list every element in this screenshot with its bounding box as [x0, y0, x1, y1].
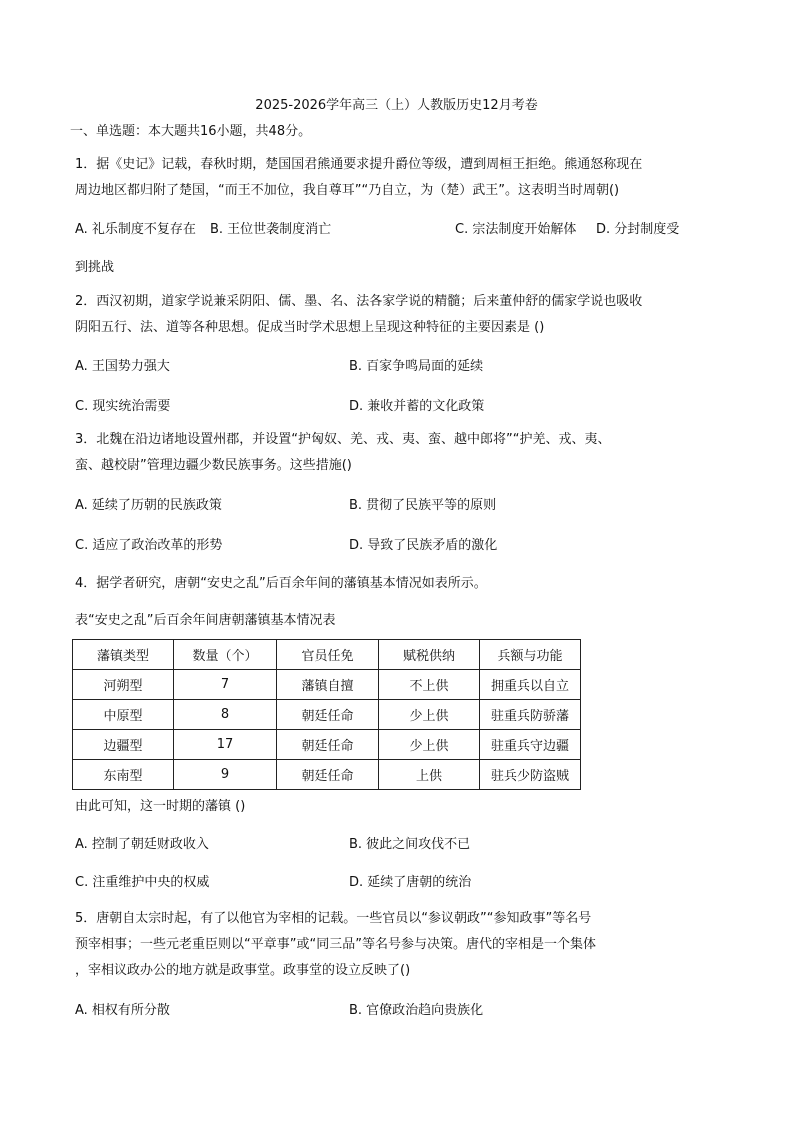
q4-option-d[interactable]: D. 延续了唐朝的统治: [349, 875, 472, 890]
q5-stem-line2: 预宰相事；一些元老重臣则以“平章事”或“同三品”等名号参与决策。唐代的宰相是一个集体: [75, 937, 596, 952]
table-cell: 朝廷任命: [277, 760, 379, 790]
q4-stem-line1: 4．据学者研究，唐朝“安史之乱”后百余年间的藩镇基本情况如表所示。: [75, 576, 487, 591]
table-cell: 驻重兵防骄藩: [480, 700, 581, 730]
q2-option-c[interactable]: C. 现实统治需要: [75, 399, 171, 414]
q3-stem-line2: 蛮、越校尉”管理边疆少数民族事务。这些措施(): [75, 458, 352, 473]
q1-stem-line1: 1．据《史记》记载，春秋时期，楚国国君熊通要求提升爵位等级，遭到周桓王拒绝。熊通怒称现在: [75, 157, 643, 172]
table-cell: 9: [174, 760, 277, 790]
table-header-cell: 赋税供纳: [379, 640, 480, 670]
q5-option-a[interactable]: A. 相权有所分散: [75, 1003, 170, 1018]
q4-option-b[interactable]: B. 彼此之间攻伐不已: [349, 837, 471, 852]
table-row: [73, 700, 581, 730]
q1-option-a[interactable]: A. 礼乐制度不复存在: [75, 222, 196, 237]
table-header-cell: 官员任免: [277, 640, 379, 670]
table-cell: 少上供: [379, 730, 480, 760]
q4-option-a[interactable]: A. 控制了朝廷财政收入: [75, 837, 209, 852]
q3-stem-line1: 3．北魏在沿边诸地设置州郡，并设置“护匈奴、羌、戎、夷、蛮、越中郎将”“护羌、戎、夷、: [75, 432, 611, 447]
q3-option-d[interactable]: D. 导致了民族矛盾的激化: [349, 538, 498, 553]
q1-stem-line2: 周边地区都归附了楚国，“而王不加位，我自尊耳”“乃自立，为（楚）武王”。这表明当时周朝(): [75, 183, 620, 198]
exam-title: 2025-2026学年高三（上）人教版历史12月考卷: [255, 98, 538, 113]
table-cell: 少上供: [379, 700, 480, 730]
table-cell: 驻兵少防盗贼: [480, 760, 581, 790]
q4-after-table: 由此可知，这一时期的藩镇 (): [75, 799, 246, 814]
table-cell: 驻重兵守边疆: [480, 730, 581, 760]
q2-stem-line2: 阴阳五行、法、道等各种思想。促成当时学术思想上呈现这种特征的主要因素是 (): [75, 320, 545, 335]
section-heading: 一、单选题：本大题共16小题，共48分。: [70, 124, 312, 139]
table-row: [73, 730, 581, 760]
table-cell: 东南型: [73, 760, 174, 790]
table-cell: 边疆型: [73, 730, 174, 760]
table-header-cell: 藩镇类型: [73, 640, 174, 670]
table-header-cell: 兵额与功能: [480, 640, 581, 670]
q1-option-b[interactable]: B. 王位世袭制度消亡: [210, 222, 332, 237]
table-cell: 17: [174, 730, 277, 760]
table-cell: 朝廷任命: [277, 700, 379, 730]
q3-option-b[interactable]: B. 贯彻了民族平等的原则: [349, 498, 497, 513]
table-cell: 不上供: [379, 670, 480, 700]
table-cell: 7: [174, 670, 277, 700]
table-header-cell: 数量（个）: [174, 640, 277, 670]
table-row: [73, 670, 581, 700]
q2-option-b[interactable]: B. 百家争鸣局面的延续: [349, 359, 484, 374]
table-cell: 中原型: [73, 700, 174, 730]
vassal-table: [72, 639, 581, 790]
table-caption: 表“安史之乱”后百余年间唐朝藩镇基本情况表: [75, 613, 336, 628]
table-cell: 河朔型: [73, 670, 174, 700]
q2-option-a[interactable]: A. 王国势力强大: [75, 359, 170, 374]
q3-option-c[interactable]: C. 适应了政治改革的形势: [75, 538, 223, 553]
q2-stem-line1: 2．西汉初期，道家学说兼采阴阳、儒、墨、名、法各家学说的精髓；后来董仲舒的儒家学说也吸收: [75, 294, 643, 309]
table-cell: 藩镇自擅: [277, 670, 379, 700]
table-cell: 上供: [379, 760, 480, 790]
q1-option-d-cont: 到挑战: [75, 260, 115, 275]
table-header-row: [73, 640, 581, 670]
q3-option-a[interactable]: A. 延续了历朝的民族政策: [75, 498, 222, 513]
q2-option-d[interactable]: D. 兼收并蓄的文化政策: [349, 399, 485, 414]
q5-option-b[interactable]: B. 官僚政治趋向贵族化: [349, 1003, 484, 1018]
table-row: [73, 760, 581, 790]
table-cell: 8: [174, 700, 277, 730]
q1-option-d[interactable]: D. 分封制度受: [596, 222, 680, 237]
q5-stem-line1: 5．唐朝自太宗时起，有了以他官为宰相的记载。一些官员以“参议朝政”“参知政事”等名号: [75, 911, 592, 926]
q5-stem-line3: ，宰相议政办公的地方就是政事堂。政事堂的设立反映了(): [75, 963, 411, 978]
table-cell: 朝廷任命: [277, 730, 379, 760]
q4-option-c[interactable]: C. 注重维护中央的权威: [75, 875, 210, 890]
q1-option-c[interactable]: C. 宗法制度开始解体: [455, 222, 577, 237]
table-cell: 拥重兵以自立: [480, 670, 581, 700]
